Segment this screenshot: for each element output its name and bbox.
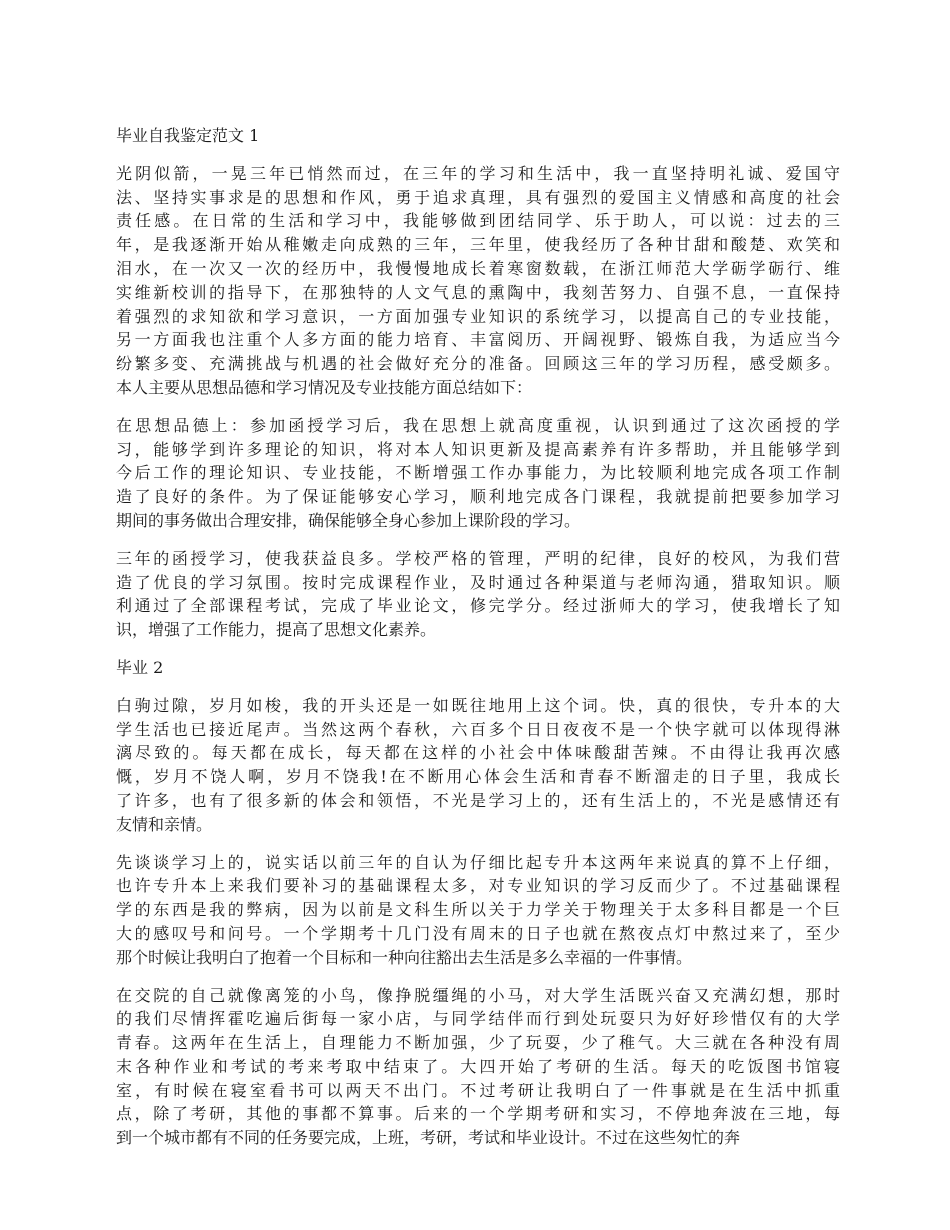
text-line: 泪水，在一次又一次的经历中，我慢慢地成长着寒窗数载，在浙江师范大学砺学砺行、维 [116, 258, 840, 278]
text-line: 那个时候让我明白了抱着一个目标和一种向往豁出去生活是多么幸福的一件事情。 [116, 947, 693, 967]
text-line: 利通过了全部课程考试，完成了毕业论文，修完学分。经过浙师大的学习，使我增长了知 [116, 596, 840, 616]
paragraph [116, 851, 840, 970]
text-line: 纷繁多变、充满挑战与机遇的社会做好充分的准备。回顾这三年的学习历程，感受颇多。 [116, 354, 840, 374]
text-line: 三年的函授学习，使我获益良多。学校严格的管理，严明的纪律，良好的校风，为我们营 [116, 548, 840, 568]
text-line: 年，是我逐渐开始从稚嫩走向成熟的三年，三年里，使我经历了各种甘甜和酸楚、欢笑和 [116, 235, 840, 255]
text-line: 毕业 2 [116, 657, 164, 677]
text-line: 识，增强了工作能力，提高了思想文化素养。 [116, 620, 437, 640]
paragraph [116, 414, 840, 533]
text-line: 本人主要从思想品德和学习情况及专业技能方面总结如下： [116, 377, 533, 397]
paragraph [116, 984, 840, 1151]
text-line: 毕业自我鉴定范文 1 [116, 126, 260, 145]
text-line: 学的东西是我的弊病，因为以前是文科生所以关于力学关于物理关于太多科目都是一个巨 [116, 900, 840, 920]
text-line: 习，能够学到许多理论的知识，将对本人知识更新及提高素养有许多帮助，并且能够学到 [116, 439, 840, 459]
text-line: 在思想品德上：参加函授学习后，我在思想上就高度重视，认识到通过了这次函授的学 [116, 415, 840, 435]
section-heading [116, 124, 840, 148]
text-line: 到一个城市都有不同的任务要完成，上班，考研，考试和毕业设计。不过在这些匆忙的奔 [116, 1128, 741, 1148]
text-line: 漓尽致的。每天都在成长，每天都在这样的小社会中体味酸甜苦辣。不由得让我再次感 [116, 743, 840, 763]
text-line: 期间的事务做出合理安排，确保能够全身心参加上课阶段的学习。 [116, 510, 581, 530]
text-line: 光阴似箭，一晃三年已悄然而过，在三年的学习和生活中，我一直坚持明礼诚、爱国守 [116, 163, 840, 183]
text-line: 点，除了考研，其他的事都不算事。后来的一个学期考研和实习，不停地奔波在三地，每 [116, 1104, 840, 1124]
text-line: 白驹过隙，岁月如梭，我的开头还是一如既往地用上这个词。快，真的很快，专升本的大 [116, 695, 840, 715]
paragraph [116, 162, 840, 400]
document-page [116, 124, 840, 1164]
text-line: 了许多，也有了很多新的体会和领悟，不光是学习上的，还有生活上的，不光是感情还有 [116, 790, 840, 810]
text-line: 青春。这两年在生活上，自理能力不断加强，少了玩耍，少了稚气。大三就在各种没有周 [116, 1033, 840, 1053]
text-line: 的我们尽情挥霍吃遍后街每一家小店，与同学结伴而行到处玩耍只为好好珍惜仅有的大学 [116, 1009, 840, 1029]
text-line: 造了优良的学习氛围。按时完成课程作业，及时通过各种渠道与老师沟通，猎取知识。顺 [116, 572, 840, 592]
text-line: 今后工作的理论知识、专业技能，不断增强工作办事能力，为比较顺利地完成各项工作制 [116, 463, 840, 483]
text-line: 友情和亲情。 [116, 814, 213, 834]
text-line: 责任感。在日常的生活和学习中，我能够做到团结同学、乐于助人，可以说：过去的三 [116, 211, 840, 231]
text-line: 另一方面我也注重个人多方面的能力培育、丰富阅历、开阔视野、锻炼自我，为适应当今 [116, 330, 840, 350]
paragraph [116, 694, 840, 837]
text-line: 着强烈的求知欲和学习意识，一方面加强专业知识的系统学习，以提高自己的专业技能， [116, 306, 840, 326]
text-line: 在交院的自己就像离笼的小鸟，像挣脱缰绳的小马，对大学生活既兴奋又充满幻想，那时 [116, 985, 840, 1005]
text-line: 实维新校训的指导下，在那独特的人文气息的熏陶中，我刻苦努力、自强不息，一直保持 [116, 282, 840, 302]
text-line: 大的感叹号和问号。一个学期考十几门没有周末的日子也就在熬夜点灯中熬过来了，至少 [116, 923, 840, 943]
text-line: 造了良好的条件。为了保证能够安心学习，顺利地完成各门课程，我就提前把要参加学习 [116, 487, 840, 507]
text-line: 先谈谈学习上的，说实话以前三年的自认为仔细比起专升本这两年来说真的算不上仔细， [116, 852, 840, 872]
text-line: 末各种作业和考试的考来考取中结束了。大四开始了考研的生活。每天的吃饭图书馆寝 [116, 1056, 840, 1076]
text-line: 室，有时候在寝室看书可以两天不出门。不过考研让我明白了一件事就是在生活中抓重 [116, 1080, 840, 1100]
paragraph [116, 547, 840, 642]
text-line: 慨，岁月不饶人啊，岁月不饶我!在不断用心体会生活和青春不断溜走的日子里，我成长 [116, 767, 840, 787]
text-line: 学生活也已接近尾声。当然这两个春秋，六百多个日日夜夜不是一个快字就可以体现得淋 [116, 719, 840, 739]
text-line: 也许专升本上来我们要补习的基础课程太多，对专业知识的学习反而少了。不过基础课程 [116, 876, 840, 896]
section-heading [116, 656, 840, 680]
text-line: 法、坚持实事求是的思想和作风，勇于追求真理，具有强烈的爱国主义情感和高度的社会 [116, 187, 840, 207]
